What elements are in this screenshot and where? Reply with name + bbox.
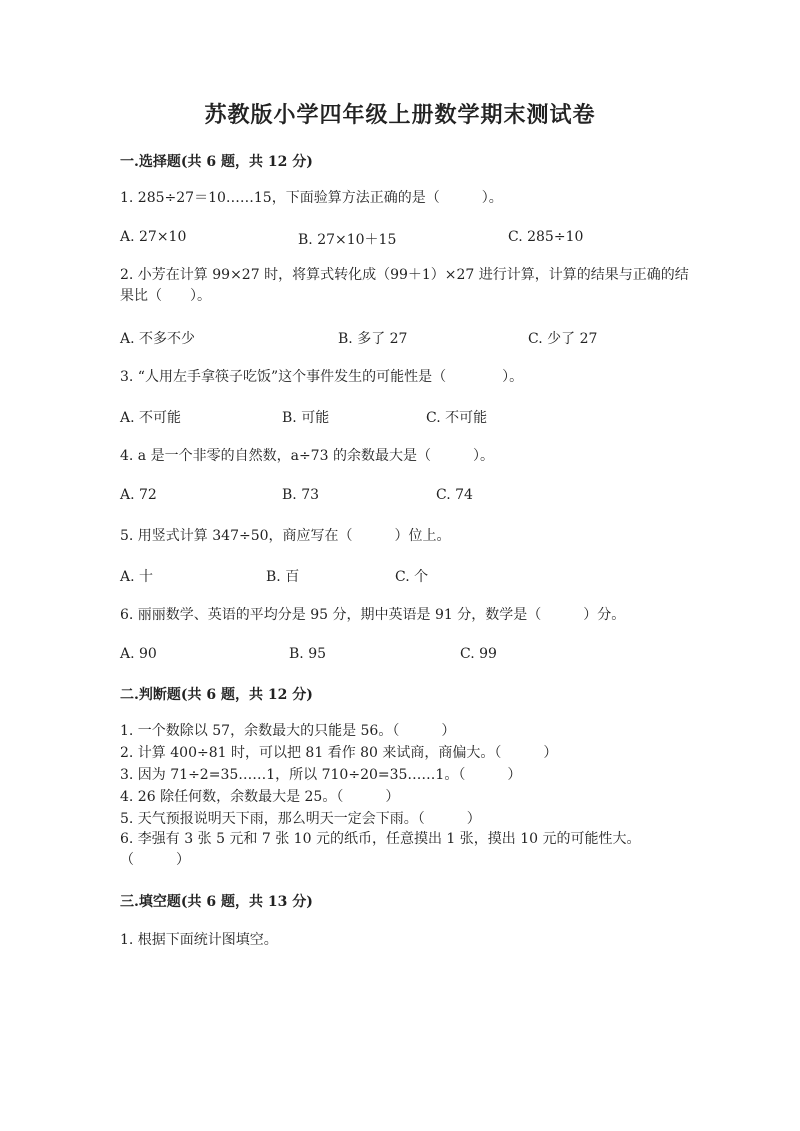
choice-4-option-a: A. 72 (120, 487, 157, 503)
choice-1-option-a: A. 27×10 (120, 229, 187, 245)
choice-question-1: 1. 285÷27＝10……15，下面验算方法正确的是（ ）。 (120, 190, 503, 206)
section-heading-judge: 二.判断题(共 6 题，共 12 分) (120, 687, 313, 703)
choice-1-option-c: C. 285÷10 (508, 229, 584, 245)
choice-5-option-b: B. 百 (266, 569, 300, 585)
judge-item-3: 3. 因为 71÷2=35……1，所以 710÷20=35……1。（ ） (120, 767, 522, 783)
section-heading-choice: 一.选择题(共 6 题，共 12 分) (120, 154, 313, 170)
choice-question-2: 2. 小芳在计算 99×27 时，将算式转化成（99＋1）×27 进行计算，计算的结果与正确的结果比（ ）。 (120, 267, 689, 304)
choice-question-5: 5. 用竖式计算 347÷50，商应写在（ ）位上。 (120, 528, 451, 544)
choice-question-4: 4. a 是一个非零的自然数，a÷73 的余数最大是（ ）。 (120, 448, 494, 464)
choice-5-option-a: A. 十 (120, 569, 154, 585)
choice-4-option-c: C. 74 (436, 487, 473, 503)
fill-question-1: 1. 根据下面统计图填空。 (120, 932, 278, 948)
judge-item-1: 1. 一个数除以 57，余数最大的只能是 56。（ ） (120, 723, 456, 739)
judge-item-6: 6. 李强有 3 张 5 元和 7 张 10 元的纸币，任意摸出 1 张，摸出 10 元的可能性大。 （ ） (120, 831, 662, 868)
choice-2-option-c: C. 少了 27 (528, 331, 598, 347)
choice-question-6: 6. 丽丽数学、英语的平均分是 95 分，期中英语是 91 分，数学是（ ）分。 (120, 607, 626, 623)
choice-3-option-a: A. 不可能 (120, 410, 182, 426)
choice-2-option-b: B. 多了 27 (338, 331, 408, 347)
section-heading-fill: 三.填空题(共 6 题，共 13 分) (120, 894, 313, 910)
choice-question-3: 3. “人用左手拿筷子吃饭”这个事件发生的可能性是（ ）。 (120, 369, 524, 385)
judge-item-2: 2. 计算 400÷81 时，可以把 81 看作 80 来试商，商偏大。（ ） (120, 745, 558, 761)
judge-item-5: 5. 天气预报说明天下雨，那么明天一定会下雨。（ ） (120, 811, 481, 827)
page-title: 苏教版小学四年级上册数学期末测试卷 (204, 102, 596, 128)
choice-6-option-a: A. 90 (120, 646, 157, 662)
choice-2-option-a: A. 不多不少 (120, 331, 196, 347)
judge-item-4: 4. 26 除任何数，余数最大是 25。（ ） (120, 789, 400, 805)
choice-6-option-b: B. 95 (289, 646, 327, 662)
choice-1-option-b: B. 27×10＋15 (298, 232, 397, 248)
choice-4-option-b: B. 73 (282, 487, 320, 503)
choice-5-option-c: C. 个 (395, 569, 429, 585)
choice-6-option-c: C. 99 (460, 646, 497, 662)
choice-3-option-c: C. 不可能 (426, 410, 488, 426)
choice-3-option-b: B. 可能 (282, 410, 330, 426)
